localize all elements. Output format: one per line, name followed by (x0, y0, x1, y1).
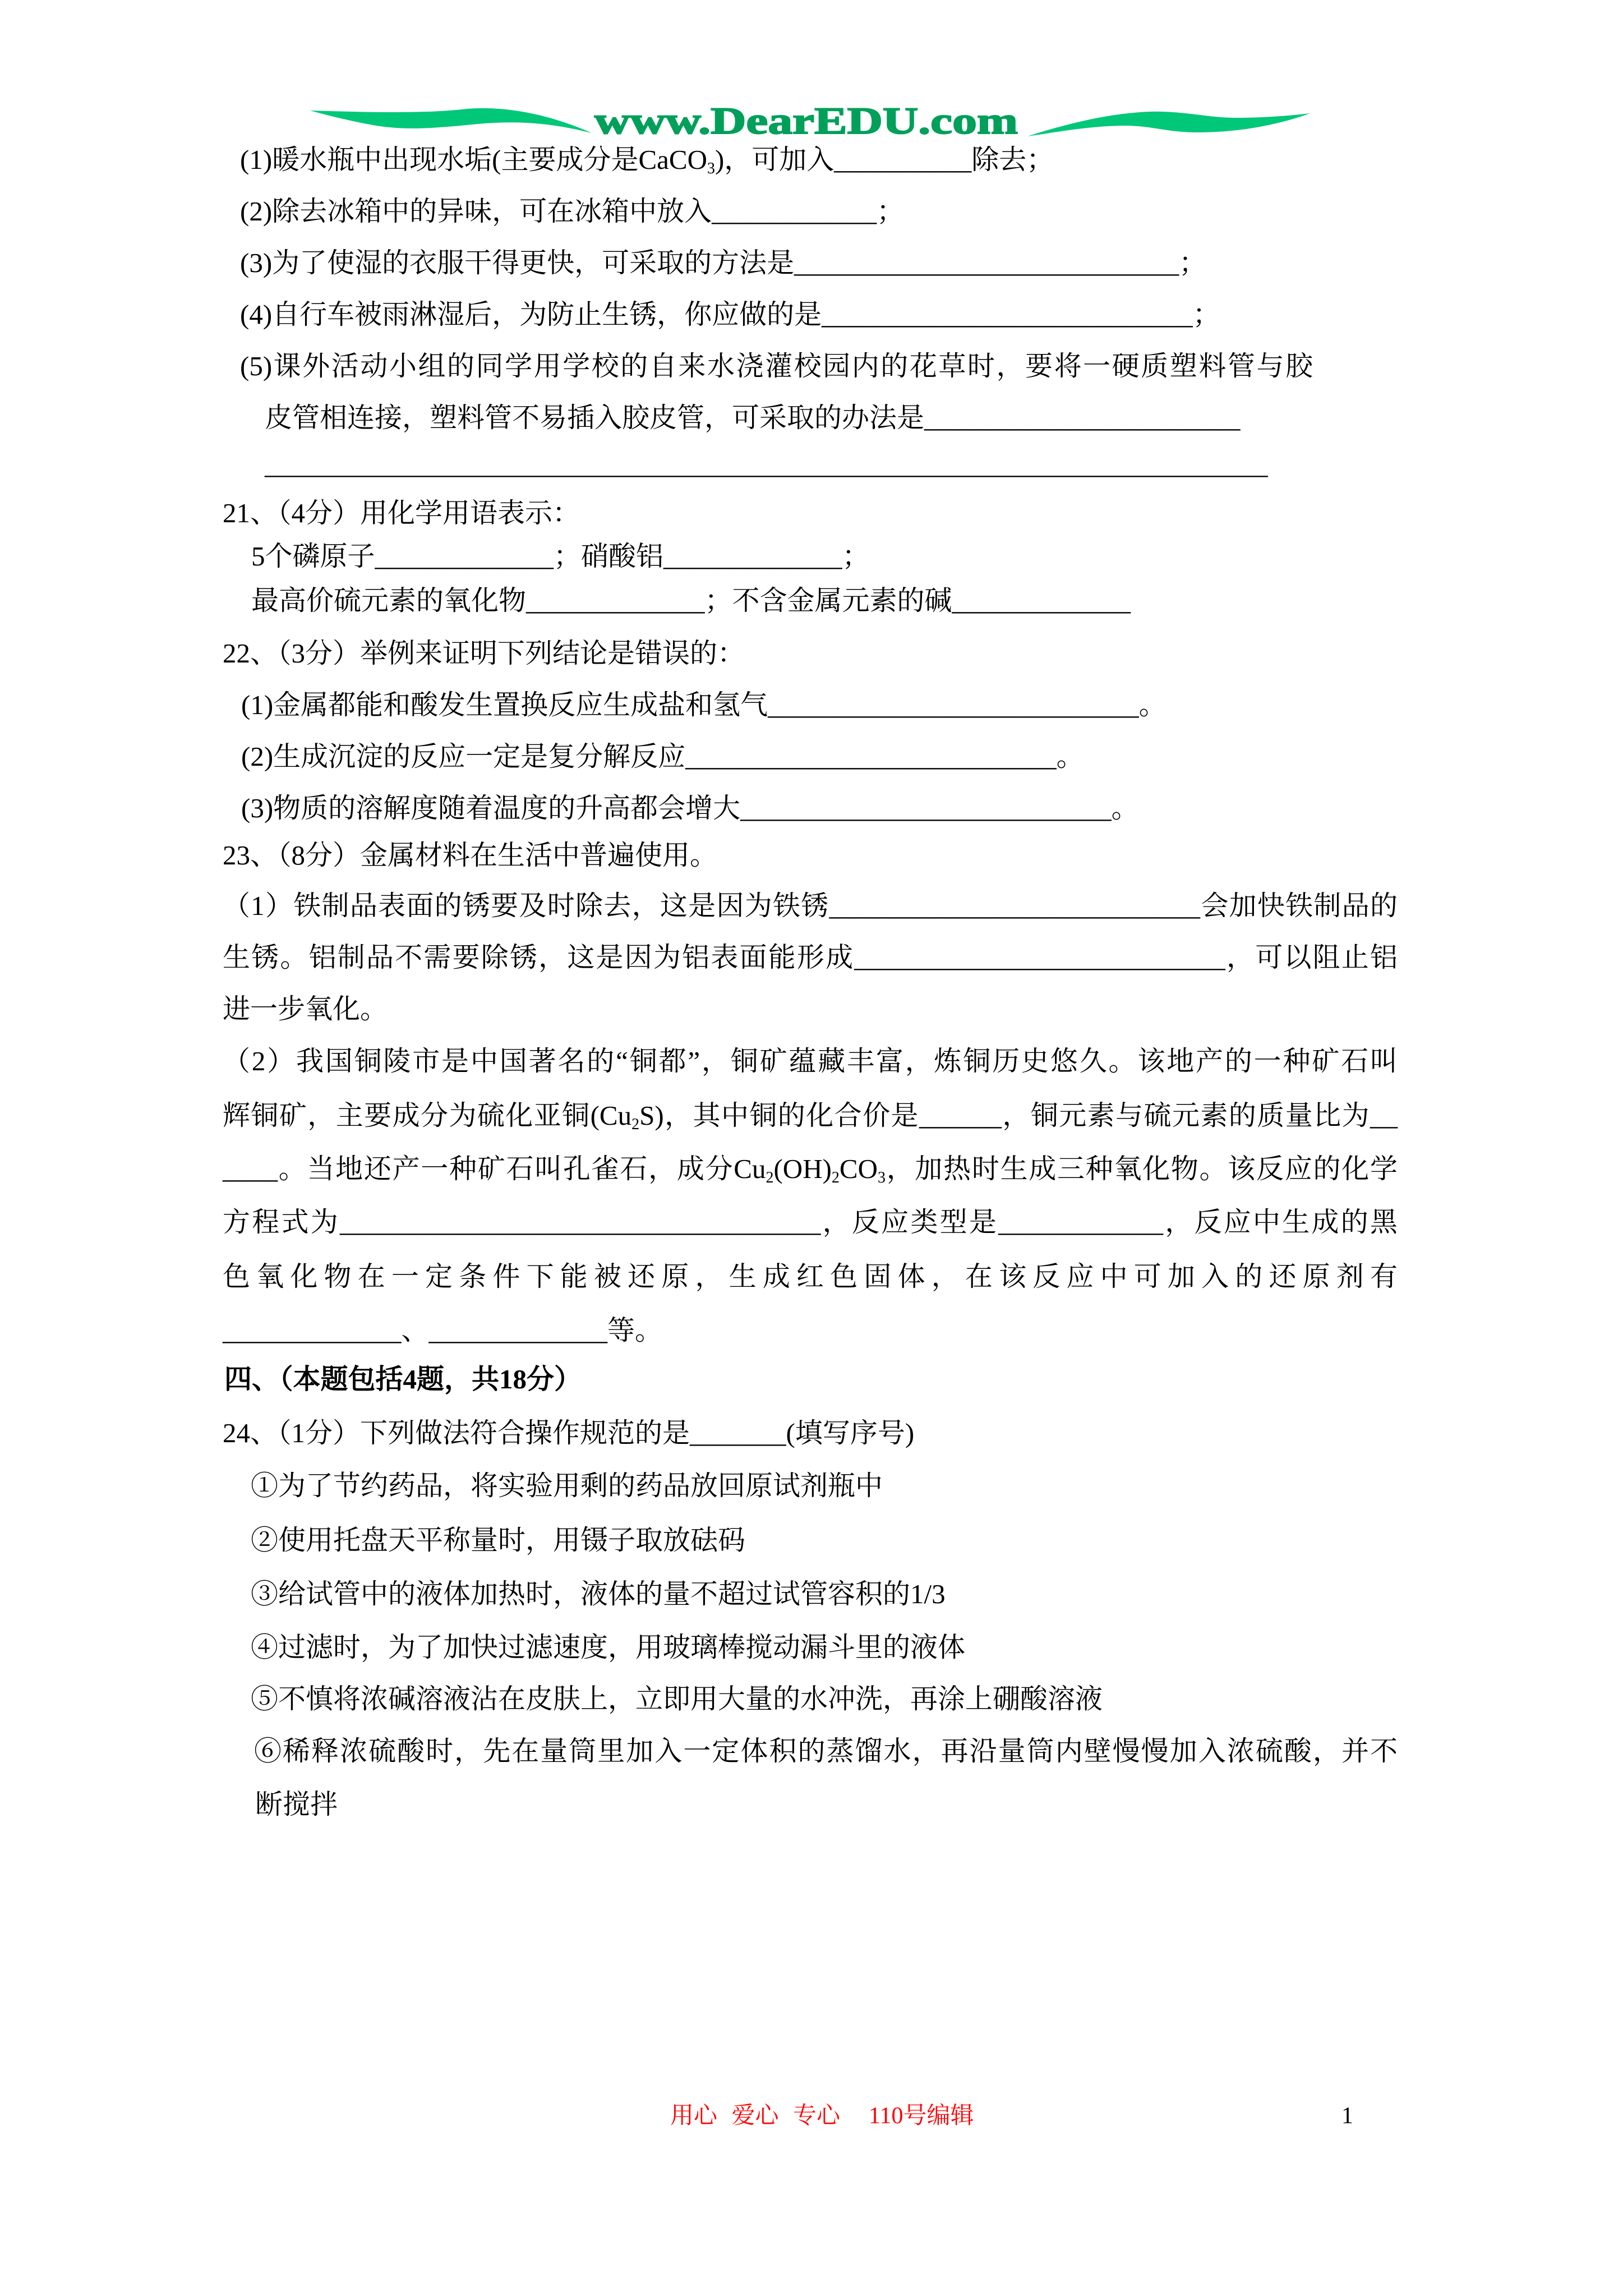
footer-editor-note: 用心 爱心 专心 110号编辑 (670, 2103, 974, 2129)
q23-part1-line-3: 进一步氧化。 (223, 993, 388, 1024)
q23-part2-line-2-text: 辉铜矿，主要成分为硫化亚铜(Cu (223, 1100, 632, 1131)
q23-part2-line-2-text-end: S)，其中铜的化合价是______，铜元素与硫元素的质量比为__ (639, 1100, 1398, 1131)
q24-option-2: ②使用托盘天平称量时，用镊子取放砝码 (251, 1525, 746, 1556)
q24-option-1: ①为了节约药品，将实验用剩的药品放回原试剂瓶中 (251, 1470, 883, 1501)
q21-line-1: 5个磷原子_____________；硝酸铝_____________； (251, 541, 870, 572)
formula-part: CO (839, 1153, 878, 1184)
q24-title: 24、（1分）下列做法符合操作规范的是_______(填写序号) (223, 1418, 915, 1448)
q23-part2-line-4: 方程式为___________________________________，反应类型是____________，反应中生成的黑 (223, 1207, 1398, 1237)
subscript: 2 (631, 1116, 640, 1133)
q22-item-1: (1)金属都能和酸发生置换反应生成盐和氢气___________________________。 (241, 689, 1166, 720)
site-logo-text: www.DearEDU.com (594, 99, 1018, 142)
q20-item-4: (4)自行车被雨淋湿后，为防止生锈，你应做的是___________________________； (240, 299, 1220, 330)
q24-option-3: ③给试管中的液体加热时，液体的量不超过试管容积的1/3 (251, 1579, 946, 1609)
q24-option-4: ④过滤时，为了加快过滤速度，用玻璃棒搅动漏斗里的液体 (251, 1632, 966, 1663)
q20-item-3: (3)为了使湿的衣服干得更快，可采取的方法是____________________________； (240, 247, 1207, 278)
q20-item-2: (2)除去冰箱中的异味，可在冰箱中放入____________； (240, 196, 905, 227)
q23-title: 23、（8分）金属材料在生活中普遍使用。 (223, 840, 718, 871)
q22-title: 22、（3分）举例来证明下列结论是错误的： (223, 638, 745, 669)
q21-line-2: 最高价硫元素的氧化物_____________；不含金属元素的碱_____________ (251, 585, 1131, 616)
page-number: 1 (1341, 2103, 1353, 2129)
q22-item-3: (3)物质的溶解度随着温度的升高都会增大___________________________。 (241, 793, 1139, 823)
right-swoosh-decoration (1027, 112, 1310, 136)
q23-part2-line-3 (223, 1153, 1398, 1185)
q24-option-6-line-2: 断搅拌 (255, 1789, 338, 1820)
q24-option-6-line-1: ⑥稀释浓硫酸时，先在量筒里加入一定体积的蒸馏水，再沿量筒内壁慢慢加入浓硫酸，并不 (254, 1736, 1398, 1766)
site-banner (0, 0, 1623, 168)
subscript: 2 (831, 1169, 840, 1186)
left-swoosh-decoration (310, 108, 592, 133)
q20-item-1 (240, 144, 1054, 176)
q21-title: 21、（4分）用化学用语表示： (223, 498, 580, 528)
q23-part2-line-2 (223, 1100, 1398, 1131)
q23-part1-line-1: （1）铁制品表面的锈要及时除去，这是因为铁锈___________________________会加快铁制品的 (223, 890, 1398, 921)
q20-item-5-line-1: (5)课外活动小组的同学用学校的自来水浇灌校园内的花草时，要将一硬质塑料管与胶 (240, 351, 1313, 381)
q24-option-5: ⑤不慎将浓碱溶液沾在皮肤上，立即用大量的水冲洗，再涂上硼酸溶液 (251, 1683, 1103, 1714)
q22-item-2: (2)生成沉淀的反应一定是复分解反应___________________________。 (241, 741, 1084, 772)
q23-part1-line-2: 生锈。铝制品不需要除锈，这是因为铝表面能形成___________________________，可以阻止铝 (223, 942, 1398, 973)
subscript: 3 (707, 160, 715, 177)
q20-item-5-line-2: 皮管相连接，塑料管不易插入胶皮管，可采取的办法是_______________________ (265, 402, 1241, 433)
section-4-heading: 四、（本题包括4题，共18分） (224, 1364, 582, 1395)
q23-part2-line-6: _____________、_____________等。 (223, 1315, 663, 1346)
q23-part2-line-1: （2）我国铜陵市是中国著名的“铜都”，铜矿蕴藏丰富，炼铜历史悠久。该地产的一种矿石叫 (223, 1046, 1398, 1076)
q23-part2-line-3-text-end: ，加热时生成三种氧化物。该反应的化学 (885, 1153, 1398, 1184)
q20-item-1-text-end: )，可加入__________除去； (714, 144, 1054, 175)
subscript: 3 (877, 1169, 886, 1186)
formula-part: (OH) (773, 1153, 832, 1184)
answer-blank-line: _________________________________________________________________________ (265, 449, 1268, 480)
q20-item-1-text: (1)暖水瓶中出现水垢(主要成分是CaCO (240, 144, 707, 175)
subscript: 2 (766, 1169, 774, 1186)
q23-part2-line-5: 色氧化物在一定条件下能被还原，生成红色固体，在该反应中可加入的还原剂有 (223, 1261, 1398, 1292)
q23-part2-line-3-text: ____。当地还产一种矿石叫孔雀石，成分Cu (223, 1153, 766, 1184)
